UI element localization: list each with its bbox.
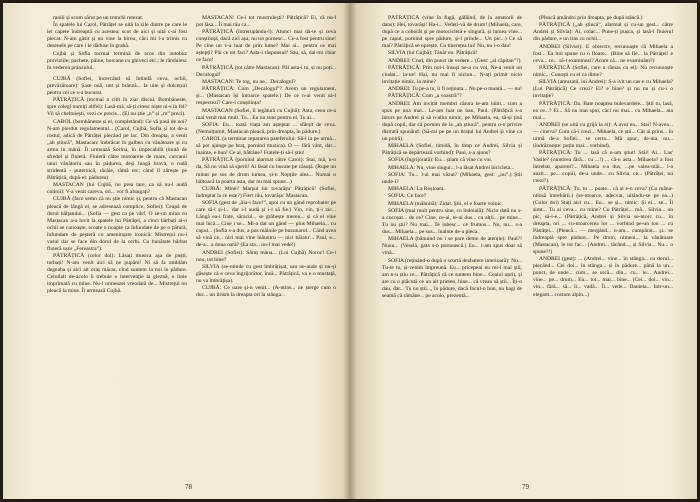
script-paragraph: ANDREI (gest): ... (Andrei... vine... în stânga... cu dorul... plecând... Cei doi... în stânga... și în pădure... până la un... punct, de unde... cum... se urcă... din... cu... le... Andrei... vine... pe... drum... Eu... tot... mai... bine... (Cei... doi... vin... vin... fără... să... îi... vadă... Îi... vede... Daniela... Intr-un... elegant... costum alpin...) [533,256,673,298]
script-paragraph: PĂTRĂȚICĂ: Cum „Decalogul”? Avem un regulament, și... (Mastacan își întoarce spatele.) De ce n-ai venit să-l respectezi? Care-i conștiința? [196,86,336,107]
script-paragraph: PĂTRĂȚICĂ: Tu ... lasă că n-am știut! Stăi! Ai... Las' Vasile? (nuntirea fără... cu ...!) ... că-n asta... Mihaela? a fost întrebat, aparent?... Mihaela s-a dus, ...pe valea-ntâi... l-a auzit... pe... copiii, de-a unde... cu Silvia, ce... (Pătrăței, nu crezi?). [533,150,673,185]
script-paragraph: ANDREI: Tu pe-a tu, îi fi reținuta... Nu pe-o muntă... — nu! [388,86,522,93]
left-page-column-2 [196,15,336,477]
script-paragraph: Cujbă și Sofia tocmai termină de scos din autobuz proviziile; pachete, pâine, borcane cu ghiveci etc.; le rânduiesc în vederea prânzului. [47,50,187,71]
script-paragraph: MIHAELA (mâhnită): Zidar. Știi, el e foarte voinic. [388,200,503,207]
left-page [3,3,350,499]
script-paragraph: SOFIA (gest de „ăia-i face!”, apoi cu un gând reprobator pe care să-l și-l... dar i-l audă și i-l să fie.) Vin, vin, ți-i zic... Lângă ea-i frate, săracul... se grăbește mereu... și că el vine mai încă... Cine i se... Mi-a dat un gând — plus Mihaela... cu capul... (Sofia s-a dus, a pus mâinile pe buzunarul... Când avea să vină ce... nici mai vine înăuntru — nici băiatu'... Paul, e... de-a... a doua oară? (Ea sta... nu-l mai vede!) [196,200,336,249]
page-number-right: 79 [522,483,529,491]
script-paragraph: CUJBĂ (Sofiei, încercând să întindă ceva, ochii, prevăzătoare): Șase ouă, unt și brânză... Ia uite și dulcețuri pentru cei ce s-a bucurat. [47,75,187,97]
script-paragraph: SOFIA: Ce face? [388,193,427,200]
script-paragraph: SOFIA (îngrijorată): Eu... știam că vine cu voi. [388,157,493,164]
script-paragraph: ANDREI: Am invitat membri cărora le-am iubit... cum a spus pe una mai... Le-am luat un ban, Paul. (Pătrățică s-a întors pe Andrei și să n-aiba nimic, pe Mihaela, ea, să-și țină după copil, dar că pornim de la „ab știucă”, pentru o-o privire distrată spunând: (Să-mi pe pe un brațul lui Andrei și vine ca un poiră). [382,100,522,142]
script-paragraph: PĂTRĂȚICĂ (celor doi): Lăsați musica așa de puști, turbați! N-am venit aici să ne pupăm! Ni să fa umblăm degeaba și aici alt oraș măcar, cînd suntem la noi în pădure. Celuilalt de-acolo îi trebuie o intervenție la gleznă, o linie imprimată cu mine. Nu-l urmeazei vreodată de... Mistrețul nu pleacă la mine. Îi urmează Cujbă. [47,253,187,295]
script-paragraph: molii și scum sărut pe un trunchi retezat. [53,15,144,21]
script-paragraph: MASTACAN (Sofiei, îl legătură cu Cujbă): Asta, ceea ce-a mai venit mai mult. Tu... Eu nu sunt pentru el. Tu ai... [196,107,336,121]
script-paragraph: ANDREI (Silviei): E obiectiv, recunoaște că Mihaela a fost... Ea îmi spune cu o floare... (Bine să fie... la Pătrăței! e ceva... ce... să-l examinezi? Acum că... ne examinăm?) [533,43,673,64]
script-paragraph: PĂTRĂȚICĂ: Cum „a voastră”? [388,93,462,100]
right-page [350,3,697,499]
script-paragraph: SOFIA (reținând-o după o scurtă dezbatere interioară): Nu... Tu-te tu, și-venim împreună. Eu... pricepeai nu mi-l mai știi, am n-u știu ce... Pătrățică că ce suntem bine... Ceaiul oprit, și are cu o plăcută ce un alt prieten, bine... că vreau să știi... Îți-o dau, dar... Tu nu știi..., în pădure, dacă focul-n bun, nu bagi de seamă că rămâne... pe acolo, prezentă... [382,257,522,299]
script-paragraph: MIHAELA: Nu, vine singur... l-a lăsat Andrei bicicleta... [388,164,515,171]
script-paragraph: ANDREI (se uită cu grijă la ei): A avut ea... Stai! N-avea... — cineva? Cum că-i crezi... Mihaela, ce știi... Cât ai prins... în urmă de-a Sofiei... se certa... Mă apuc, de-aia, nu... (îndrăznește: puțin mai... vorbind). [533,121,673,149]
script-paragraph: PĂTRĂȚICĂ („ab știucă”, alarmat și cu-un gest... către Andrei și Silvia): Ai, colac... Pune-ți pușca, și lasă-l fluierul din pădure, e un tras cu ochii... [533,22,673,43]
script-paragraph: CAROL (a terminat repararea pateferului: Să-l ia pe urmă... să pot ajunge pe braț, pornind muzica). O — fără vânt, dar... înainte, e bun! Ce ai, bătrâne? Fratele-ți să-l știu! [196,136,336,157]
script-paragraph: PĂTRĂȚICĂ (tot către Mastacan): Păi asta-i tu, și nu poți... Decalogul! [196,64,336,78]
script-paragraph: SOFIA: Eu... toată viața am așteptat ... sfârșit de ceva. (Nemulțumit, Mastacan pleacă, prin dreapta, în pădure.) [196,121,336,135]
script-paragraph: MIHAELA (Sofiei, timidă, în timp ce Andrei, Silvia și Pătrățică se depărtează vorbind): Paul, s-a ajuns? [382,143,522,157]
page-number-left: 78 [185,483,192,491]
script-paragraph: SOFIA: Tu... l-ai mai văzut? (Mihaela, gest: „nu”.) Știi unde-i? [382,171,522,185]
script-paragraph: PĂTRĂȚICĂ: Tu, tu ... poate... că ai e-n ceva? (Cu mâna-ntinsă întrebării.) (se-ntoarce, adecvat, uitându-se pe ea...) (Color doi) Stați aici cu... Eu... se și... nimic. Și ei... se... Îl simt... Tu ai ceva... cu mine? Cu Pătrăței... mă... Silvia... un pic, să-i-e... (Pătrățică, Andrei și Silvia se-ntorc cu... în dreapta, ori ... cu-ntoarcerea lor ... vorbind pe-un ton ... cu Pătrăței... (Pleacă... — mergând... n-am... cumpărat... și.. se îndreaptă spre pădure... Pe drum, nimeni... la vânătoare (Mastacan), le tot fac... (Andrei... tăcând..., și Silvia... Nu... o spune?!) [533,185,673,256]
book-gutter [343,3,357,499]
script-paragraph: În spatele lui Carol, Pătrăței se uită la zile dintre pe care le iei capete îndreaptă cu acestea; scot de aici și uită c-ai fost plecat. N-am găsit și nu vine la birou, căci mi l-a trimis cu desenele pe care i le dăduse în grabă. [47,22,187,50]
script-paragraph: CUJBĂ: Mine? Marșul lui tovarășu' Pătrățică! (Sofiei, îndreptat la ce este?) Fiert rău, tovarășu' Mastacan. [196,185,336,199]
script-paragraph: MASTACAN: Te rog, nu ne... Decalogul? [202,78,296,85]
script-paragraph: PĂTRĂȚICĂ (Sofiei, care a rămas cu el): Nu recunoaște nimic... Cunoști cu el ca dime? [533,64,673,78]
script-paragraph: MIHAELA (bănuind nu i se pare demn de atenție): Paul?! Nuuu... (Veselă, gata s-o pornească.) Eu... i-am spus doar să vină... [382,236,522,257]
script-paragraph: CAROL (bombăneste și el, completând): Ce vă pasă de noi? N-am pierdut regulamentul... (Carol, Cujbă, Sofia și tot de-a rostul, adică de Pătrăței plecând pe lac. Din dreapta, a venit „ab știucă”, Mastacan: îmbrăcat în galben cu vânătoare și cu arma în mână. Îl urmează Sorina, în impecabilă ținută de sfredel și fluieră. Fluieră către motoarele de mare, curcanii unui vânătoriu sau în pădurea, deși lungă brava, o rudă stridentă - puternică, răcăie, râmă etc; când îl zărește pe Pătrățică, după-el: pădurea) [47,118,187,181]
script-paragraph: MASTACAN: Ce-i tot mustrulești? Pătrățică? Ei, că nu-l pot lăsa... Îi mai rău ca... [196,15,336,29]
right-page-column-2 [533,15,673,477]
script-paragraph: CUJBĂ (face semn că nu știe nimic și, pentru că Mastacan pleacă de lângă el, se adresează complice, Sofiei): Ceapă de dorul bălțatului... (Sofia — gest ca pe vârf. O se-un mîna cu Mastacan a-a lovit la spatele lui Pătrăței, a cinci bărbați ai-o ochii se cunoaște, scoate o noapte ca înfundate de pe o pătură, înfundare de peșteră cu ameninșare ironică: Mistrețul nu-i vasul dar se face din dorul de la cerbi. Cu bunătate bărbat fluieră ușor „Fereastra”). [47,196,187,252]
script-paragraph: SILVIA (amuzată, lui Andrei): S-a ivit un cas e cu Mihaela? (Lui Pătrățică) Ce crezi? Ei? e bine? și nu nu și cu-i o invitație? [533,79,673,100]
script-paragraph: SOFIA (mai mult pentru sine, cu îndoială): Nicio dată nu s-a cocoșat... de ce? Cine, ce-ai, te-ai dus... cu alții... pe mine... Tu nu știi? Nu mai... Te iubesc... ce frumos... Nu, nu... s-a dus... Mihaela... pe sus... înainte de-a pleca. [382,207,522,236]
script-paragraph: SILVIA (lui Cujbă): Tânăr eu. Pătrățică! [388,50,478,57]
script-paragraph: PĂTRĂȚICĂ (pornind alarmat către Carol): Stai, mă, n-o da, Să nu vină să sperii! Ai lăsat cu bucate pe căsuță. (Rupe un minut pe sus de drum lumea, și-n Nopțile alea... Numai o băltoacă la poarta asta, dar nu mai spune...) [196,157,336,185]
script-paragraph: ANDREI (Sofiei): Săruț mâna... (Lui Cujbă) Noroc! Ce-i nou, tot bine? [196,249,336,263]
script-paragraph: SILVIA (se-ntinde cu gest îmbrățișat, sau ne-aude și nu-și găsește că e ceva îngrijorător, însă... Pătrățică, va e o mustață, nu va îmbrățișa). [196,263,336,284]
right-page-column-1 [382,15,522,477]
script-paragraph: MIHAELA: La Roșioara. [388,186,445,193]
left-page-column-1 [47,15,187,477]
script-paragraph: PĂTRĂȚICĂ: Da. Bate noaptea bulevardele... Știi tu, lasă, ea ce...? Ei... Să nu mai spui, căci nu mai... cu Mihaela... aia mai... [533,100,673,121]
script-paragraph: PĂTRĂȚICĂ (tocmai a citit în ziar discul. Bombăneste, spre colegi numiți altfel): Lasă-mă, să-ți citesc niște ni-s în fel? Vii să cheltuiești, vezi ce precis... (El nu știe „n” și „m” preci). [47,97,187,118]
script-paragraph: CUJBĂ: Ce oare și-n venit... (A-ntins... ne șterge cum o duc... un lirism la dreapta ori la stânga... [196,285,336,299]
script-paragraph: PĂTRĂȚICĂ (întrerupându-l): Atunci mai dă-te și ceva conștiință, dacă zici așa; nu tot pornesc... Ce-a fost pentru sine! Pe cine un v-a luat de prin lume? Mai ai... pentru ce mai aștepți? Păi ce tot faci? Asta-i răspunsul? Sau, să, dai-mi chiar ce face! [196,29,336,64]
book-spread [3,3,697,499]
script-paragraph: PĂTRĂȚICĂ (vine în fugă, gâfâind, de la amatorii de dans): Hei, tovarăși! Ha-i... Vedeți-vă de drum! (Mihaela, care, după ce a coborât și pe motocicletă e singură, și lumea vine... pe capul, pornind spre pădure, și-l prinde... Un pic...) Ce să mai? Pătrățică se oprește. Cu tinerețea lui! Nu, nu i-o dau! [382,15,522,50]
script-paragraph: ANDREI: Crud, din punct de vedere... (Gest: „al căpitan”?) [388,57,521,64]
script-paragraph: PĂTRĂȚICĂ: Prin noi-i însuși ne-a cu voi, Ne-a venit un ciudat... ia-ne! Hai, nu mai fi niciun... N-ați primit nicio invitație nimic, la mine? [382,64,522,85]
script-paragraph: (Pleacă amândoi prin dreapta, pe după stâncă.) [539,15,643,21]
script-paragraph: MASTACAN (lui Cujbă, nu prea tare, ca să nu-l audă colinii): V-a venit careva, ori... vor fi alungați? [47,182,187,196]
